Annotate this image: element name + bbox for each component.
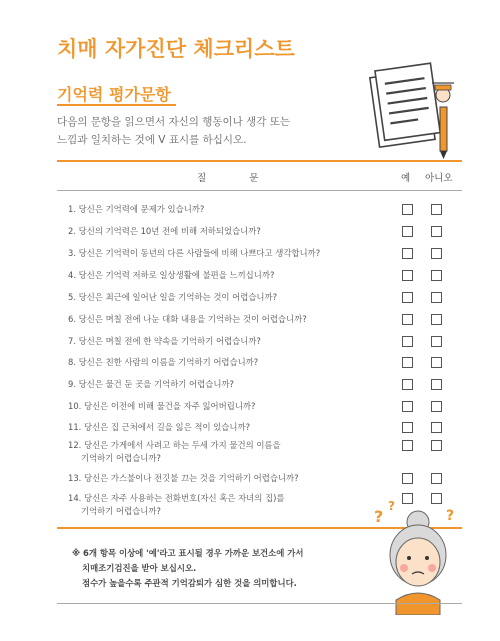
yes-checkbox[interactable]	[402, 357, 413, 368]
question-text: 14. 당신은 자주 사용하는 전화번호(자신 혹은 자녀의 집)를	[68, 493, 285, 503]
question-text: 2. 당신의 기억력은 10년 전에 비해 저하되었습니까?	[68, 226, 261, 236]
question-text-continued: 기억하기 어렵습니까?	[81, 453, 161, 463]
yes-checkbox[interactable]	[402, 440, 413, 451]
table-header-divider	[57, 190, 462, 191]
svg-text:?: ?	[374, 507, 384, 526]
yes-checkbox[interactable]	[402, 270, 413, 281]
yes-checkbox[interactable]	[402, 248, 413, 259]
header-yes: 예	[401, 173, 411, 184]
header-no: 아니오	[425, 173, 453, 184]
question-item	[68, 203, 398, 216]
question-text: 8. 당신은 친한 사람의 이름을 기억하기 어렵습니까?	[68, 357, 259, 367]
question-text: 6. 당신은 며칠 전에 나눈 대화 내용을 기억하는 것이 어렵습니까?	[68, 314, 307, 324]
question-item	[68, 269, 398, 282]
table-header	[57, 162, 462, 190]
yes-checkbox[interactable]	[402, 226, 413, 237]
question-text: 7. 당신은 며칠 전에 한 약속을 기억하기 어렵습니까?	[68, 336, 261, 346]
yes-checkbox[interactable]	[402, 292, 413, 303]
svg-text:?: ?	[388, 500, 395, 513]
page-title: 치매 자가진단 체크리스트	[57, 37, 295, 61]
question-text: 4. 당신은 기억력 저하로 일상생활에 불편을 느끼십니까?	[68, 270, 275, 280]
section-underline	[57, 104, 176, 106]
footer-divider	[57, 603, 462, 604]
no-checkbox[interactable]	[431, 422, 442, 433]
question-text: 9. 당신은 물건 둔 곳을 기억하기 어렵습니까?	[68, 379, 234, 389]
question-item	[68, 247, 398, 260]
intro-text	[57, 113, 327, 149]
svg-text:?: ?	[446, 508, 455, 524]
question-text: 3. 당신은 기억력이 동년의 다른 사람들에 비해 나쁘다고 생각합니까?	[68, 248, 321, 258]
header-question: 질 문	[197, 173, 279, 184]
yes-checkbox[interactable]	[402, 401, 413, 412]
note-line-2: 치매조기검진을 받아 보십시오.	[82, 563, 197, 573]
note-text	[72, 546, 352, 591]
question-item	[68, 335, 398, 348]
no-checkbox[interactable]	[431, 292, 442, 303]
yes-checkbox[interactable]	[402, 422, 413, 433]
checklist-illustration	[366, 55, 461, 165]
yes-checkbox[interactable]	[402, 204, 413, 215]
question-text: 12. 당신은 가게에서 사려고 하는 두세 가지 물건의 이름을	[68, 440, 281, 450]
note-line-1: ※ 6개 항목 이상에 '예'라고 표시될 경우 가까운 보건소에 가서	[72, 548, 304, 558]
no-checkbox[interactable]	[431, 357, 442, 368]
no-checkbox[interactable]	[431, 270, 442, 281]
yes-checkbox[interactable]	[402, 336, 413, 347]
question-item	[68, 378, 398, 391]
question-text: 13. 당신은 가스불이나 전깃불 끄는 것을 기억하기 어렵습니까?	[68, 473, 299, 483]
no-checkbox[interactable]	[431, 314, 442, 325]
question-item	[68, 225, 398, 238]
no-checkbox[interactable]	[431, 440, 442, 451]
no-checkbox[interactable]	[431, 226, 442, 237]
question-item	[68, 313, 398, 326]
intro-line-2: 느낌과 일치하는 것에 V 표시를 하십시오.	[57, 134, 247, 146]
question-text-continued: 기억하기 어렵습니까?	[81, 506, 161, 516]
question-item	[68, 291, 398, 304]
intro-line-1: 다음의 문항을 읽으면서 자신의 행동이나 생각 또는	[57, 116, 291, 128]
question-item	[68, 439, 398, 465]
question-text: 11. 당신은 집 근처에서 길을 잃은 적이 있습니까?	[68, 422, 251, 432]
question-text: 1. 당신은 기억력에 문제가 있습니까?	[68, 204, 205, 214]
question-item	[68, 400, 398, 413]
no-checkbox[interactable]	[431, 248, 442, 259]
no-checkbox[interactable]	[431, 379, 442, 390]
question-item	[68, 421, 398, 434]
no-checkbox[interactable]	[431, 401, 442, 412]
question-text: 5. 당신은 최근에 일어난 일을 기억하는 것이 어렵습니까?	[68, 292, 278, 302]
note-line-3: 점수가 높을수록 주관적 기억감퇴가 심한 것을 의미합니다.	[82, 578, 297, 588]
yes-checkbox[interactable]	[402, 379, 413, 390]
no-checkbox[interactable]	[431, 473, 442, 484]
question-item	[68, 492, 398, 518]
yes-checkbox[interactable]	[402, 314, 413, 325]
yes-checkbox[interactable]	[402, 473, 413, 484]
section-title: 기억력 평가문항	[57, 85, 171, 104]
elderly-woman-illustration	[366, 500, 466, 615]
question-item	[68, 472, 398, 485]
question-text: 10. 당신은 이전에 비해 물건을 자주 잃어버립니까?	[68, 401, 256, 411]
no-checkbox[interactable]	[431, 204, 442, 215]
question-item	[68, 356, 398, 369]
no-checkbox[interactable]	[431, 336, 442, 347]
